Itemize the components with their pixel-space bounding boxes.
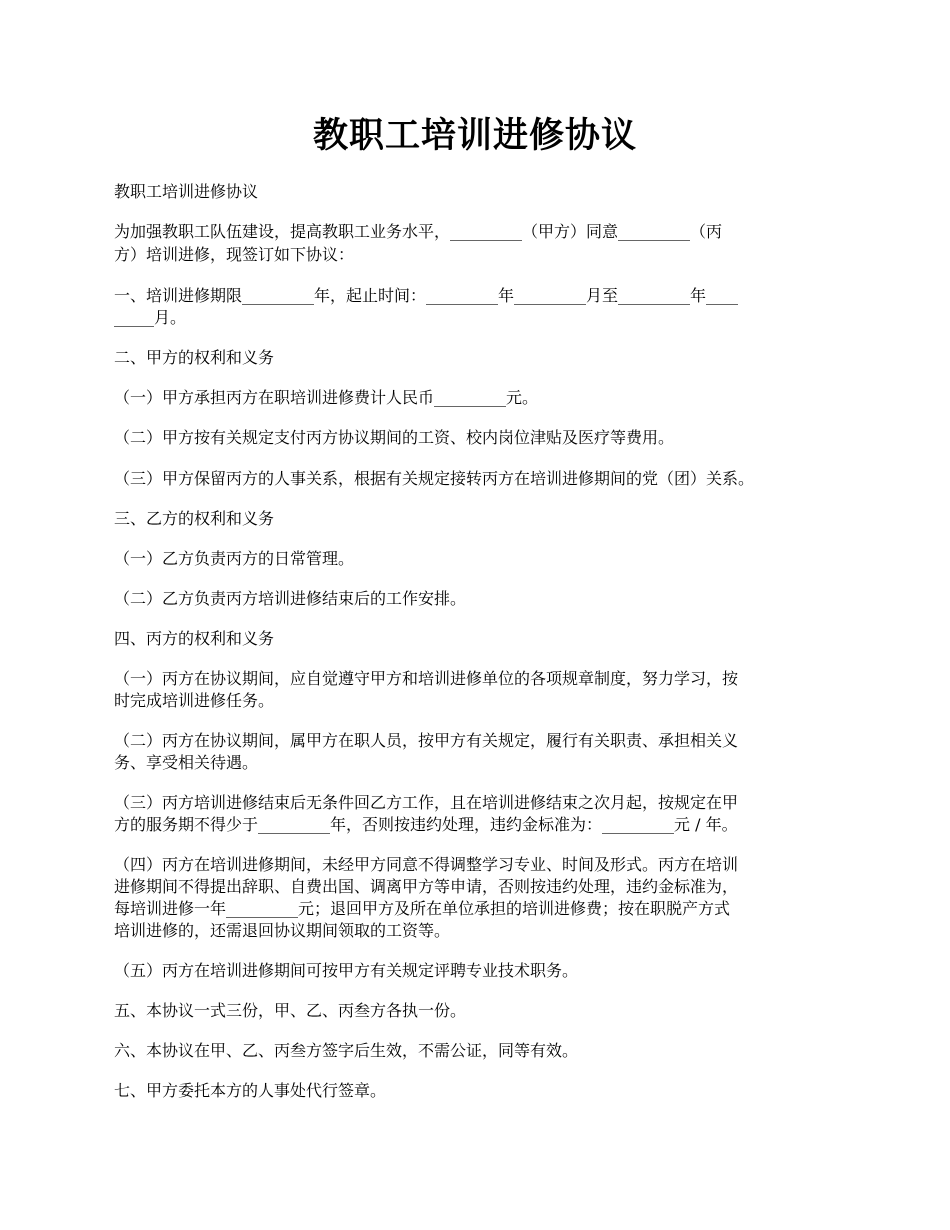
section-2-item-2: （二）甲方按有关规定支付丙方协议期间的工资、校内岗位津贴及医疗等费用。 <box>114 428 675 447</box>
section-4-item-1-line-1: （一）丙方在协议期间，应自觉遵守甲方和培训进修单位的各项规章制度，努力学习，按 <box>114 669 739 688</box>
intro-line-2: 方）培训进修，现签订如下协议： <box>114 245 355 264</box>
section-5: 五、本协议一式三份，甲、乙、丙叁方各执一份。 <box>114 1001 467 1020</box>
section-2-item-1: （一）甲方承担丙方在职培训进修费计人民币_________元。 <box>114 388 539 407</box>
subtitle-line: 教职工培训进修协议 <box>114 182 259 201</box>
section-2-heading: 二、甲方的权利和义务 <box>114 348 275 367</box>
section-4-item-3-line-2: 方的服务期不得少于_________年，否则按违约处理，违约金标准为：_________元 / 年。 <box>114 815 738 834</box>
section-4-item-4-line-1: （四）丙方在培训进修期间，未经甲方同意不得调整学习专业、时间及形式。丙方在培训 <box>114 855 739 874</box>
document-title: 教职工培训进修协议 <box>312 115 637 156</box>
section-4-item-1-line-2: 时完成培训进修任务。 <box>114 691 275 710</box>
section-4-item-2-line-1: （二）丙方在协议期间，属甲方在职人员，按甲方有关规定，履行有关职责、承担相关义 <box>114 731 739 750</box>
clause-1-line-1: 一、培训进修期限_________年，起止时间：_________年_________月至_________年____ <box>114 286 739 305</box>
clause-1-line-2: _____月。 <box>114 308 187 327</box>
section-3-item-1: （一）乙方负责丙方的日常管理。 <box>114 549 355 568</box>
section-3-item-2: （二）乙方负责丙方培训进修结束后的工作安排。 <box>114 589 467 608</box>
section-7: 七、甲方委托本方的人事处代行签章。 <box>114 1081 387 1100</box>
section-4-item-5: （五）丙方在培训进修期间可按甲方有关规定评聘专业技术职务。 <box>114 961 579 980</box>
section-3-heading: 三、乙方的权利和义务 <box>114 509 275 528</box>
section-4-item-3-line-1: （三）丙方培训进修结束后无条件回乙方工作，且在培训进修结束之次月起，按规定在甲 <box>114 793 739 812</box>
section-2-item-3: （三）甲方保留丙方的人事关系，根据有关规定接转丙方在培训进修期间的党（团）关系。 <box>114 469 755 488</box>
section-4-item-4-line-2: 进修期间不得提出辞职、自费出国、调离甲方等申请，否则按违约处理，违约金标准为， <box>114 877 739 896</box>
section-4-item-4-line-4: 培训进修的，还需退回协议期间领取的工资等。 <box>114 921 451 940</box>
intro-line-1: 为加强教职工队伍建设，提高教职工业务水平，_________（甲方）同意_________（丙 <box>114 222 723 241</box>
section-4-item-4-line-3: 每培训进修一年_________元；退回甲方及所在单位承担的培训进修费；按在职脱产方式 <box>114 899 731 918</box>
section-6: 六、本协议在甲、乙、丙叁方签字后生效，不需公证，同等有效。 <box>114 1041 579 1060</box>
section-4-item-2-line-2: 务、享受相关待遇。 <box>114 753 259 772</box>
section-4-heading: 四、丙方的权利和义务 <box>114 629 275 648</box>
